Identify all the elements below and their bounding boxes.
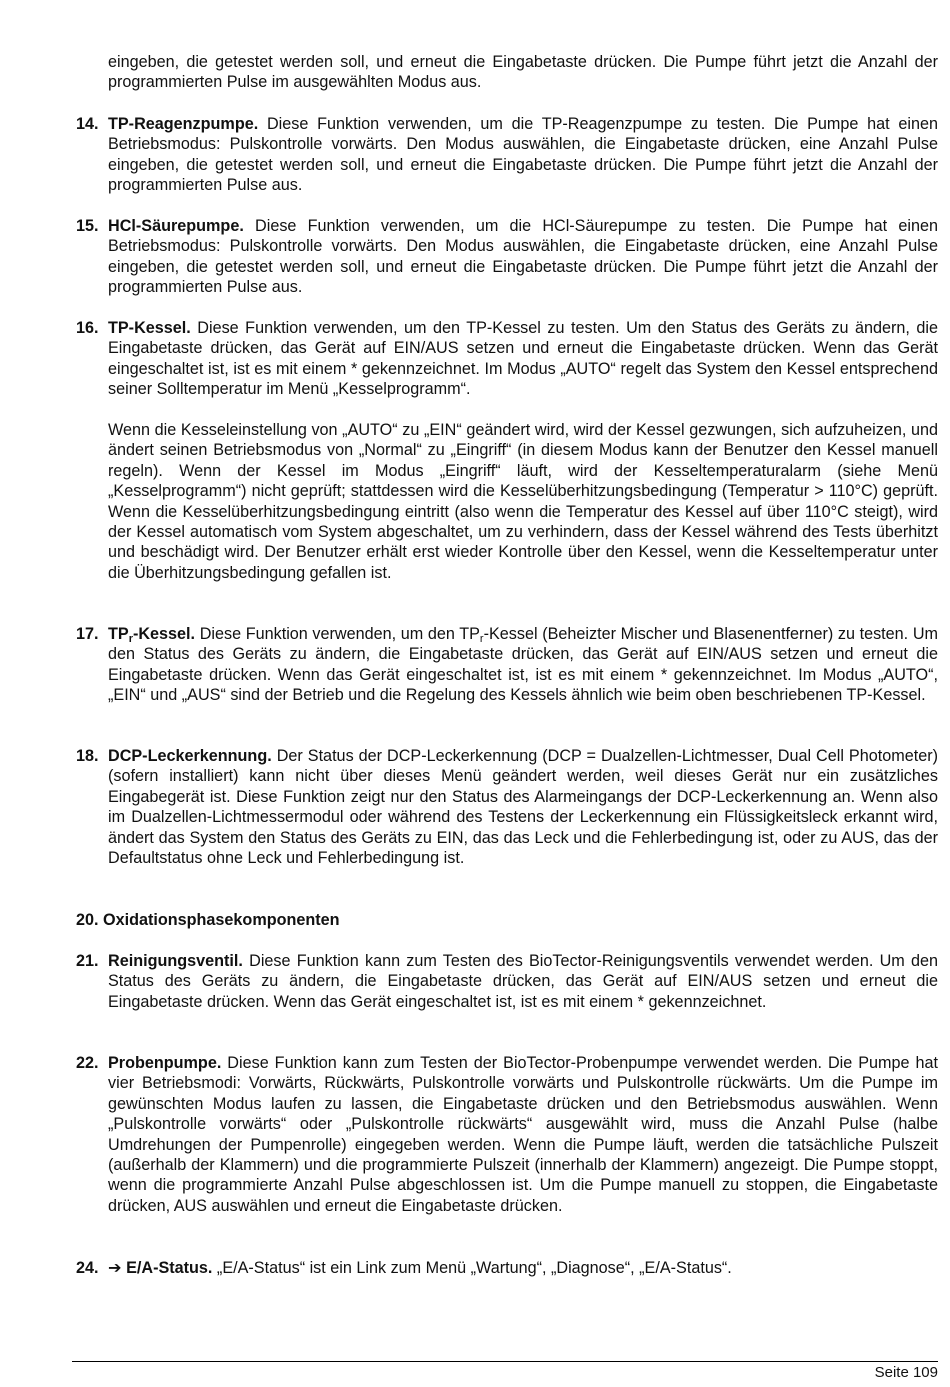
intro-paragraph: eingeben, die getestet werden soll, und erneut die Eingabetaste drücken. Die Pumpe führt jetzt die Anzahl der programmierten Pulse im ausgewählten Modus aus. [108,53,938,92]
item-probenpumpe [108,1053,938,1216]
footer-divider [72,1361,938,1362]
item-title: DCP-Leckerkennung. [108,747,272,765]
item-tp-kessel [108,318,938,400]
item-number: 14. [76,115,99,133]
item-text: Diese Funktion kann zum Testen der BioTector-Probenpumpe verwendet werden. Die Pumpe hat vier Betriebsmodi: Vorwärts, Rückwärts, Pulskontrolle vorwärts und Pulskontrolle rückwärts. Um die Pumpe im gewünschten Modus laufen zu lassen, die Eingabetaste drücken und den Betriebsmodus auswählen. Wenn „Pulskontrolle vorwärts“ oder „Pulskontrolle rückwärts“ ausgewählt wird, muss die Anzahl Pulse (halbe Umdrehungen der Pumpenrolle) eingegeben werden. Wenn die Pumpe läuft, werden die tatsächliche Pulszeit (außerhalb der Klammern) und die programmierte Pulszeit (innerhalb der Klammern) angezeigt. Die Pumpe stoppt, wenn die programmierte Anzahl Pulse abgeschlossen ist. Um die Pumpe manuell zu stoppen, die Eingabetaste drücken, AUS auswählen und erneut die Eingabetaste drücken. [108,1054,938,1215]
item-title: E/A-Status. [126,1259,213,1277]
item-text: Diese Funktion kann zum Testen des BioTector-Reinigungsventils verwendet werden. Um den Status des Geräts zu ändern, die Eingabetaste drücken, das Gerät auf EIN/AUS setzen und erneut die Eingabetaste drücken. Wenn das Gerät eingeschaltet ist, ist es mit einem * gekennzeichnet. [108,952,938,1011]
item-number: 21. [76,952,99,970]
item-reinigungsventil [108,951,938,1012]
item-text: Diese Funktion verwenden, um den $TP_r$-Kessel (Beheizter Mischer und Blasenentferner) zu testen. Um den Status des Geräts zu ändern, die Eingabetaste drücken, das Gerät auf EIN/AUS setzen und erneut die Eingabetaste drücken. Wenn das Gerät eingeschaltet ist, ist es mit einem * gekennzeichnet. Im Modus „AUTO“, „EIN“ und „AUS“ sind der Betrieb und die Regelung des Kessels ähnlich wie beim oben beschriebenen TP-Kessel. [108,625,938,705]
item-hcl-saeurepumpe [108,216,938,298]
item-number: 22. [76,1054,99,1072]
page-number: Seite 109 [874,1364,938,1381]
item-title: HCl-Säurepumpe. [108,217,244,235]
item-title: TP-Kessel. [108,319,191,337]
item-tp-kessel-detail: Wenn die Kesseleinstellung von „AUTO“ zu „EIN“ geändert wird, wird der Kessel gezwungen, sich aufzuheizen, und ändert seinen Betriebsmodus von „Normal“ zu „Eingriff“ (in diesem Modus kann der Benutzer den Kessel manuell regeln). Wenn der Kessel im Modus „Eingriff“ läuft, wird der Kesseltemperaturalarm (siehe Menü „Kesselprogramm“) nicht geprüft; stattdessen wird die Kesselüberhitzungsbedingung (Temperatur > 110°C) geprüft. Wenn die Kesselüberhitzungsbedingung eintritt (also wenn die Temperatur des Kessel auf über 110°C steigt), wird der Kessel automatisch vom System abgeschaltet, um zu verhindern, dass der Kessel während des Tests überhitzt und beschädigt wird. Der Benutzer erhält erst wieder Kontrolle über den Kessel, wenn die Kesseltemperatur unter die Überhitzungsbedingung gefallen ist. [108,421,938,582]
item-title: TP-Reagenzpumpe. [108,115,259,133]
item-tp-reagenzpumpe [108,114,938,196]
section-heading: 20. Oxidationsphasekomponenten [76,911,340,929]
item-text: Diese Funktion verwenden, um den TP-Kessel zu testen. Um den Status des Geräts zu ändern, die Eingabetaste drücken, das Gerät auf EIN/AUS setzen und erneut die Eingabetaste drücken. Wenn das Gerät eingeschaltet ist, ist es mit einem * gekennzeichnet. Im Modus „AUTO“ regelt das System den Kessel entsprechend seiner Solltemperatur im Menü „Kesselprogramm“. [108,319,938,399]
item-text: Diese Funktion verwenden, um die HCl-Säurepumpe zu testen. Die Pumpe hat einen Betriebsmodus: Pulskontrolle vorwärts. Den Modus auswählen, die Eingabetaste drücken, eine Anzahl Pulse eingeben, die getestet werden soll, und erneut die Eingabetaste drücken. Die Pumpe führt jetzt die Anzahl der programmierten Pulse aus. [108,217,938,297]
item-ea-status [108,1258,938,1278]
item-number: 24. [76,1259,99,1277]
item-title: Reinigungsventil. [108,952,243,970]
item-number: 18. [76,747,99,765]
item-title: Probenpumpe. [108,1054,222,1072]
item-number: 15. [76,217,99,235]
item-dcp-leckerkennung [108,746,938,868]
item-tpr-kessel [108,624,938,706]
item-text: „E/A-Status“ ist ein Link zum Menü „Wartung“, „Diagnose“, „E/A-Status“. [212,1259,732,1277]
item-text: Der Status der DCP-Leckerkennung (DCP = Dualzellen-Lichtmesser, Dual Cell Photometer) (sofern installiert) kann nicht über dieses Menü geändert werden, weil dieses Gerät nur ein zusätzliches Eingabegerät ist. Diese Funktion zeigt nur den Status des Alarmeingangs der DCP-Leckerkennung an. Wenn also im Dualzellen-Lichtmessermodul oder während des Testens der Leckerkennung ein Flüssigkeitsleck erkannt wird, ändert das System den Status des Geräts zu EIN, das das Leck und die Fehlerbedingung ist, oder zu AUS, das der Defaultstatus ohne Leck und Fehlerbedingung ist. [108,747,938,868]
item-number: 16. [76,319,99,337]
item-title: $TP_r$-Kessel. [108,625,196,645]
item-number: 17. [76,625,99,643]
arrow-right-icon: ➔ [108,1258,122,1277]
item-text: Diese Funktion verwenden, um die TP-Reagenzpumpe zu testen. Die Pumpe hat einen Betriebsmodus: Pulskontrolle vorwärts. Den Modus auswählen, die Eingabetaste drücken, eine Anzahl Pulse eingeben, die getestet werden soll, und erneut die Eingabetaste drücken. Die Pumpe führt jetzt die Anzahl der programmierten Pulse aus. [108,115,938,195]
